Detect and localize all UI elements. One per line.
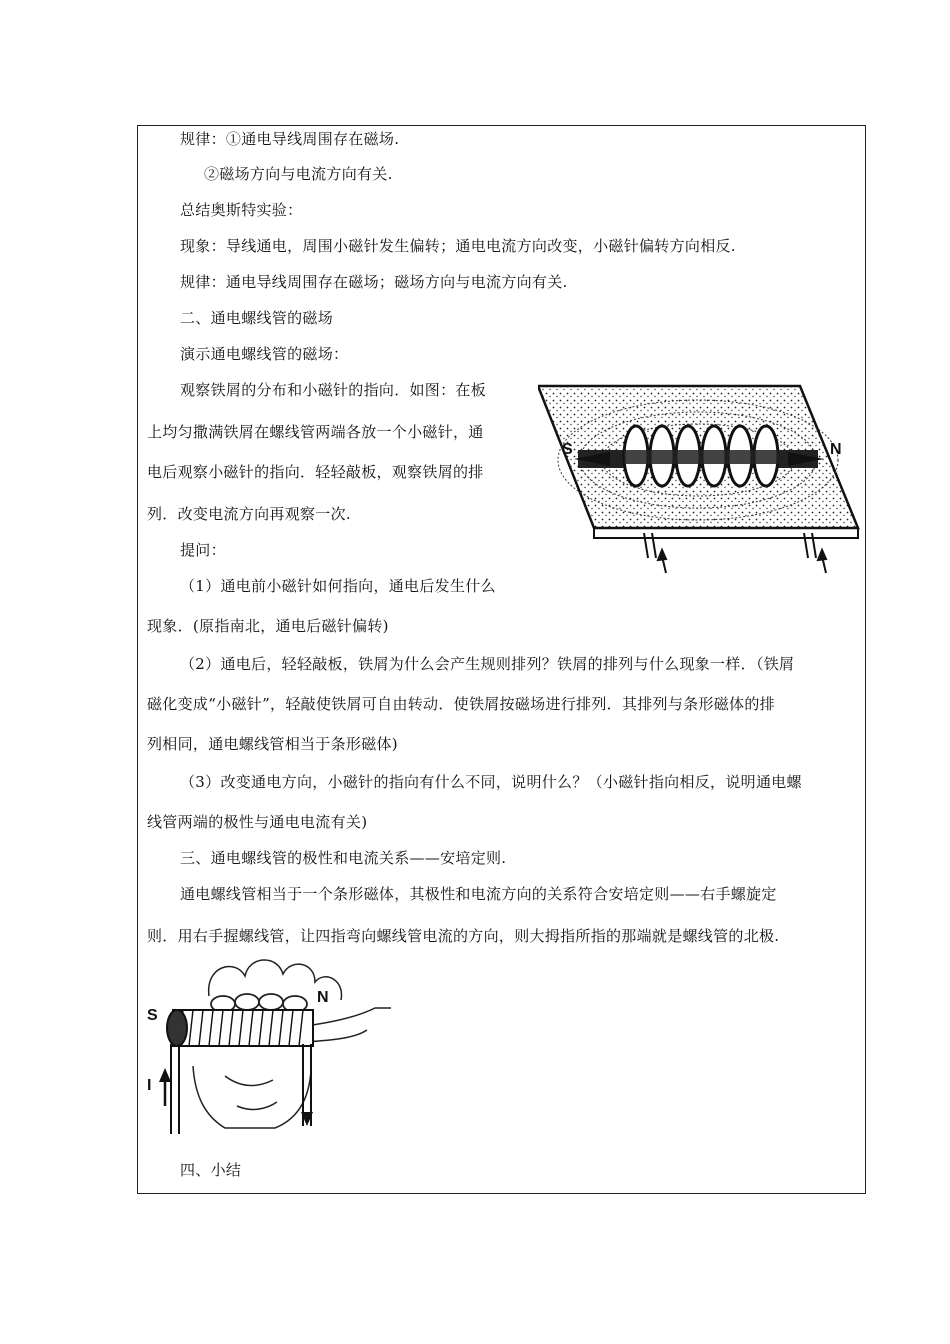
solenoid-board-figure: [538, 378, 862, 578]
rule-line-1: 规律：①通电导线周围存在磁场.: [180, 130, 400, 148]
section4-title: 四、小结: [180, 1161, 242, 1179]
q3-line-1: （3）改变通电方向，小磁针的指向有什么不同，说明什么？（小磁针指向相反，说明通电螺: [180, 773, 802, 791]
summary-phenomenon: 现象：导线通电，周围小磁针发生偏转；通电电流方向改变，小磁针偏转方向相反.: [180, 237, 736, 255]
rule-line-2: ②磁场方向与电流方向有关.: [204, 165, 393, 183]
q2-line-3: 列相同，通电螺线管相当于条形磁体): [147, 735, 398, 753]
fig2-label-n: N: [317, 989, 329, 1006]
demo-heading: 演示通电螺线管的磁场：: [180, 345, 349, 363]
q1-line-2: 现象．(原指南北，通电后磁针偏转): [147, 617, 389, 635]
fig1-label-s: S: [562, 441, 573, 458]
summary-heading: 总结奥斯特实验：: [180, 201, 303, 219]
section3-title: 三、通电螺线管的极性和电流关系——安培定则.: [180, 849, 507, 867]
q1-line-1: （1）通电前小磁针如何指向，通电后发生什么: [180, 577, 496, 595]
observe-line-1: 观察铁屑的分布和小磁针的指向．如图：在板: [180, 381, 487, 399]
observe-line-3: 电后观察小磁针的指向．轻轻敲板，观察铁屑的排: [147, 463, 484, 481]
ask-heading: 提问：: [180, 541, 226, 559]
fig1-label-n: N: [830, 441, 842, 458]
q2-line-2: 磁化变成“小磁针”，轻敲使铁屑可自由转动．使铁屑按磁场进行排列．其排列与条形磁体的排: [147, 695, 775, 713]
right-hand-rule-figure: [145, 956, 397, 1136]
section3-line-2: 则．用右手握螺线管，让四指弯向螺线管电流的方向，则大拇指所指的那端就是螺线管的北极.: [147, 927, 780, 945]
section3-line-1: 通电螺线管相当于一个条形磁体，其极性和电流方向的关系符合安培定则——右手螺旋定: [180, 885, 777, 903]
observe-line-2: 上均匀撒满铁屑在螺线管两端各放一个小磁针，通: [147, 423, 484, 441]
q2-line-1: （2）通电后，轻轻敲板，铁屑为什么会产生规则排列？铁屑的排列与什么现象一样．（铁屑: [180, 655, 795, 673]
q3-line-2: 线管两端的极性与通电电流有关): [147, 813, 368, 831]
section2-title: 二、通电螺线管的磁场: [180, 309, 334, 327]
summary-law: 规律：通电导线周围存在磁场；磁场方向与电流方向有关.: [180, 273, 568, 291]
fig2-label-i: I: [147, 1077, 152, 1094]
observe-line-4: 列．改变电流方向再观察一次.: [147, 505, 351, 523]
fig2-label-s: S: [147, 1007, 158, 1024]
